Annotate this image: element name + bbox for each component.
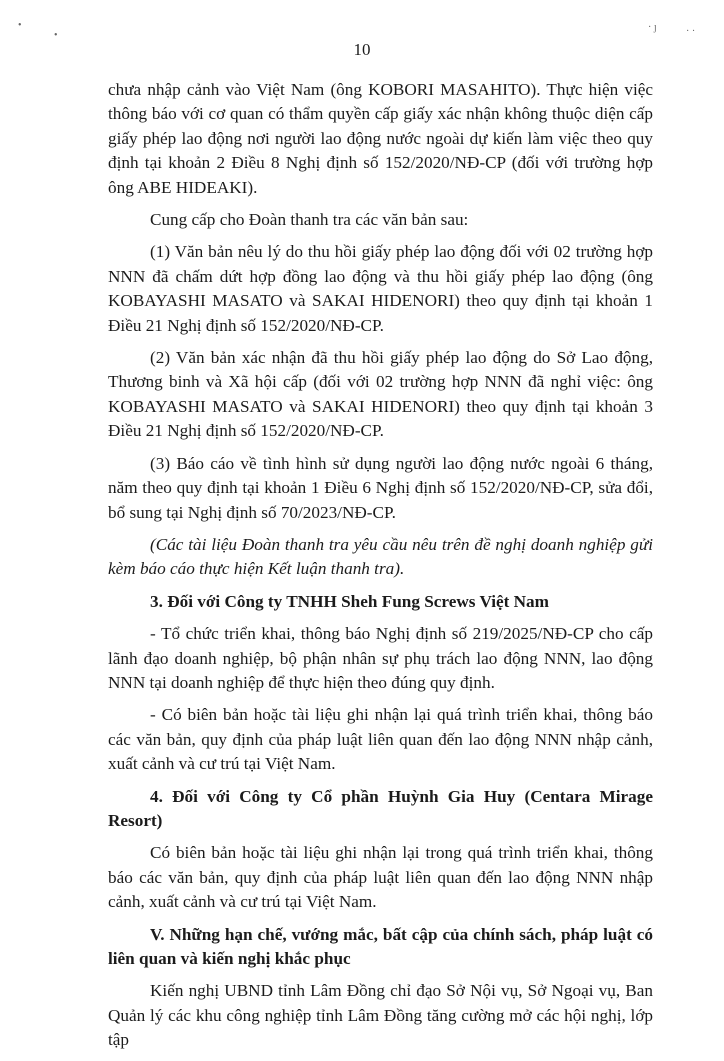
section-heading: 3. Đối với Công ty TNHH Sheh Fung Screws Việt Nam xyxy=(150,591,549,611)
scan-mark: • xyxy=(18,20,22,31)
paragraph: (2) Văn bản xác nhận đã thu hồi giấy phép lao động do Sở Lao động, Thương binh và Xã hội cấp (đối với 02 trường hợp NNN đã nghỉ việc: ông KOBAYASHI MASATO và SAKAI HIDENORI) theo quy định tại khoản 3 Điều 21 Nghị định số 152/2020/NĐ-CP. xyxy=(108,348,653,441)
section-heading: V. Những hạn chế, vướng mắc, bất cập của chính sách, pháp luật có liên quan và kiến nghị khắc phục xyxy=(108,924,653,968)
document-body xyxy=(108,78,653,1061)
paragraph: chưa nhập cảnh vào Việt Nam (ông KOBORI MASAHITO). Thực hiện việc thông báo với cơ quan có thẩm quyền cấp giấy xác nhận không thuộc diện cấp giấy phép lao động nơi người lao động nước ngoài dự kiến làm việc theo quy định tại khoản 2 Điều 8 Nghị định số 152/2020/NĐ-CP (đối với trường hợp ông ABE HIDEAKI). xyxy=(108,80,653,197)
paragraph: - Tổ chức triển khai, thông báo Nghị định số 219/2025/NĐ-CP cho cấp lãnh đạo doanh nghiệp, bộ phận nhân sự phụ trách lao động NNN, lao động NNN tại doanh nghiệp để thực hiện theo đúng quy định. xyxy=(108,624,653,692)
scan-mark: · · xyxy=(686,26,696,37)
paragraph: (3) Báo cáo về tình hình sử dụng người lao động nước ngoài 6 tháng, năm theo quy định tại khoản 1 Điều 6 Nghị định số 152/2020/NĐ-CP, sửa đổi, bổ sung tại Nghị định số 70/2023/NĐ-CP. xyxy=(108,453,653,522)
page-number: 10 xyxy=(353,40,371,59)
scan-mark: • xyxy=(54,30,58,41)
paragraph: Cung cấp cho Đoàn thanh tra các văn bản sau: xyxy=(150,210,469,230)
paragraph: - Có biên bản hoặc tài liệu ghi nhận lại quá trình triển khai, thông báo các văn bản, quy định của pháp luật liên quan đến lao động NNN nhập cảnh, xuất cảnh và cư trú tại Việt Nam. xyxy=(108,705,653,774)
italic-note: (Các tài liệu Đoàn thanh tra yêu cầu nêu trên đề nghị doanh nghiệp gửi kèm báo cáo thực hiện Kết luận thanh tra). xyxy=(108,534,653,579)
scan-mark: · ȷ xyxy=(648,22,657,33)
paragraph: Kiến nghị UBND tỉnh Lâm Đồng chỉ đạo Sở Nội vụ, Sở Ngoại vụ, Ban Quản lý các khu công nghiệp tỉnh Lâm Đồng tăng cường mở các hội nghị, lớp tập xyxy=(108,981,653,1050)
section-heading: 4. Đối với Công ty Cổ phần Huỳnh Gia Huy (Centara Mirage Resort) xyxy=(108,786,653,830)
paragraph: Có biên bản hoặc tài liệu ghi nhận lại trong quá trình triển khai, thông báo các văn bản, quy định của pháp luật liên quan đến lao động NNN nhập cảnh, xuất cảnh và cư trú tại Việt Nam. xyxy=(108,843,653,912)
paragraph: (1) Văn bản nêu lý do thu hồi giấy phép lao động đối với 02 trường hợp NNN đã chấm dứt hợp đồng lao động và thu hồi giấy phép lao động (ông KOBAYASHI MASATO và SAKAI HIDENORI) theo quy định tại khoản 1 Điều 21 Nghị định số 152/2020/NĐ-CP. xyxy=(108,242,653,335)
